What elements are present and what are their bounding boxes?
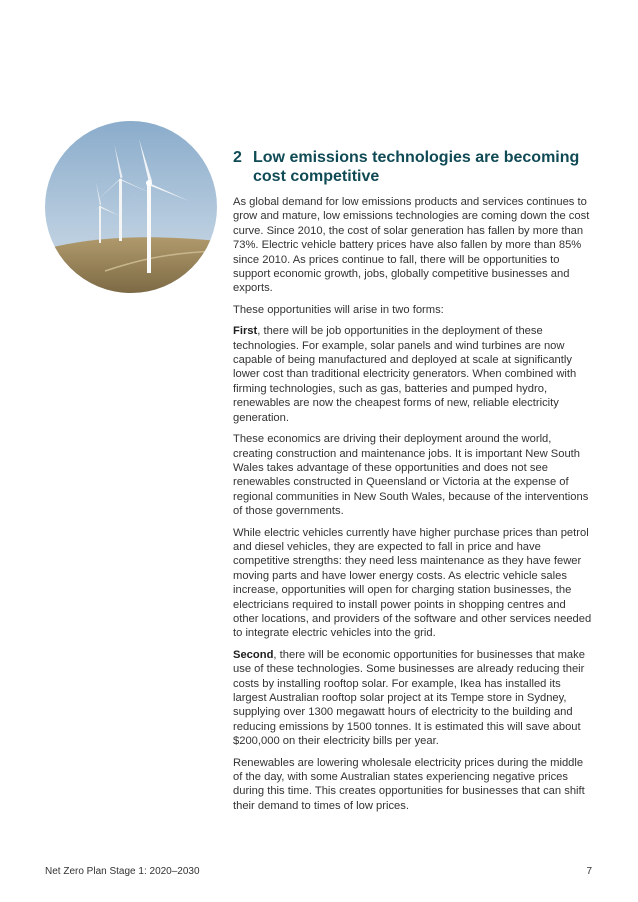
wind-turbines-photo [45,121,217,293]
main-content [233,148,593,820]
paragraph-intro: As global demand for low emissions products and services continues to grow and mature, low emissions technologies are coming down the cost curve. Since 2010, the cost of solar generation has fallen by more than 73%. Electric vehicle battery prices have also fallen by more than 85% since 2010. As prices continue to fall, there will be opportunities to support economic growth, jobs, globally competitive businesses and exports. [233,196,590,295]
paragraph-wholesale-prices: Renewables are lowering wholesale electricity prices during the middle of the day, with some Australian states experiencing negative prices during this time. This creates opportunities for businesses that can shift their demand to times of low prices. [233,756,585,812]
paragraph-second [233,648,593,749]
paragraph-second-body: , there will be economic opportunities for businesses that make use of these technologies. Some businesses are already reducing their costs by installing rooftop solar. For example, Ikea has installed its largest Australian rooftop solar project at its Tempe store in Sydney, supplying over 1300 megawatt hours of electricity to the building and reducing emissions by 1500 tonnes. It is estimated this will save about $200,000 on their electricity bills per year. [233,648,585,748]
paragraph-first-body: , there will be job opportunities in the deployment of these technologies. For example, solar panels and wind turbines are now capable of being manufactured and deployed at scale at significantly lower cost than traditional electricity generators. When combined with firming technologies, such as gas, batteries and pumped hydro, renewables are now the cheapest forms of new, reliable electricity generation. [233,325,577,424]
footer-document-title: Net Zero Plan Stage 1: 2020–2030 [45,866,200,877]
paragraph-electric-vehicles: While electric vehicles currently have higher purchase prices than petrol and diesel vehicles, they are expected to fall in price and have competitive strengths: they need less maintenance as they have fewer moving parts and have lower energy costs. As electric vehicle sales increase, opportunities will open for charging station businesses, the electricians required to install power points in shopping centres and other locations, and providers of the software and other services needed to integrate electric vehicles into the grid. [233,526,592,640]
paragraph-two-forms: These opportunities will arise in two forms: [233,303,444,316]
paragraph-first [233,324,593,425]
section-number: 2 [233,149,242,166]
section-title: Low emissions technologies are becoming cost competitive [253,149,580,185]
wind-turbines-illustration [45,121,217,293]
paragraph-economics: These economics are driving their deployment around the world, creating construction and maintenance jobs. It is important New South Wales takes advantage of these opportunities and does not see renewables constructed in Queensland or Victoria at the expense of regional communities in New South Wales, because of the interventions of those governments. [233,433,589,518]
section-heading [233,148,593,186]
footer-page-number: 7 [586,866,592,877]
paragraph-first-lead: First [233,325,258,338]
paragraph-second-lead: Second [233,648,274,661]
